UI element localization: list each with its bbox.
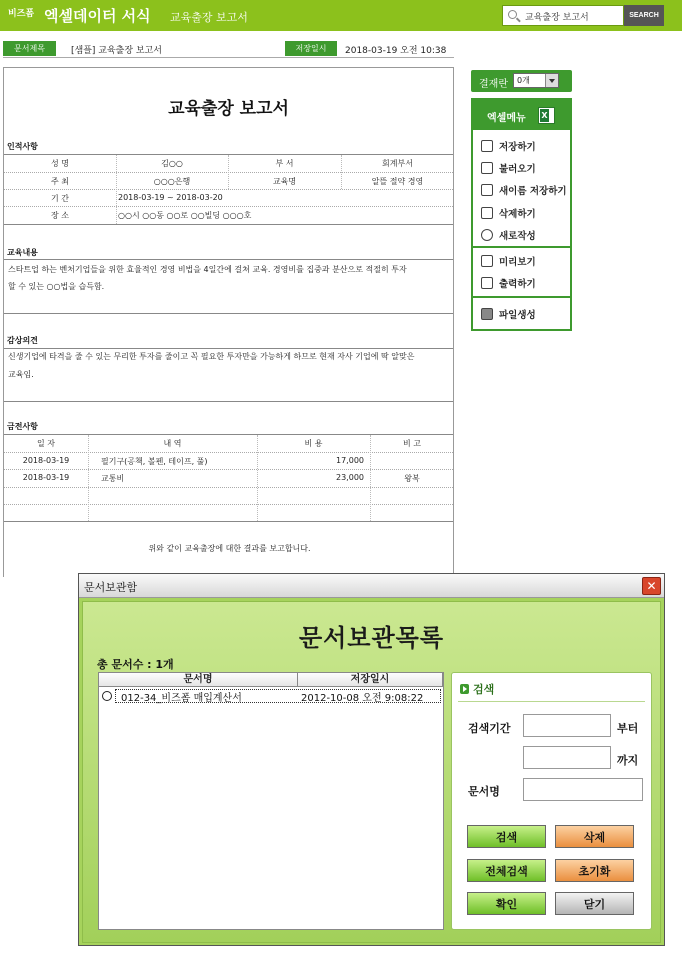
name-label: 성 명 xyxy=(51,159,69,168)
open-icon xyxy=(481,162,493,174)
menu-new[interactable] xyxy=(481,226,536,244)
top-bar xyxy=(0,0,682,31)
menu-save-label: 저장하기 xyxy=(499,142,536,153)
period-from-input[interactable] xyxy=(523,714,611,737)
row-radio[interactable] xyxy=(102,691,112,701)
dept-value: 회계부서 xyxy=(382,159,413,168)
saved-time-tag: 저장일시 xyxy=(285,41,337,56)
money-row-cost: 17,000 xyxy=(336,456,364,465)
menu-preview-label: 미리보기 xyxy=(499,257,536,268)
divider xyxy=(4,521,453,522)
menu-delete-label: 삭제하기 xyxy=(499,209,536,220)
menu-divider xyxy=(473,296,570,298)
menu-load[interactable] xyxy=(481,159,536,177)
divider xyxy=(4,206,453,207)
section-money: 금전사항 xyxy=(7,422,38,431)
course-value: 알뜰 절약 경영 xyxy=(371,177,424,186)
divider xyxy=(4,469,453,470)
arrow-right-icon xyxy=(460,684,469,694)
closing-statement: 위와 같이 교육출장에 대한 결과를 보고합니다. xyxy=(148,544,311,553)
logo[interactable]: 비즈폼 xyxy=(8,9,35,19)
money-row-desc: 필기구(공책, 볼펜, 테이프, 풀) xyxy=(101,457,208,466)
approval-count-select[interactable] xyxy=(513,73,559,88)
divider xyxy=(4,401,453,402)
search-input[interactable] xyxy=(525,9,621,23)
saved-time-value: 2018-03-19 오전 10:38 xyxy=(345,46,447,56)
dialog-title: 문서보관함 xyxy=(84,581,138,594)
host-label: 주 최 xyxy=(51,177,69,186)
excel-icon xyxy=(538,107,555,124)
content-line-1: 스타트업 하는 벤처기업들을 위한 효율적인 경영 비법을 4일간에 걸쳐 교육. 경영비를 집중과 분산으로 적절히 투자 xyxy=(8,265,407,274)
money-row-date: 2018-03-19 xyxy=(22,456,70,465)
divider xyxy=(4,452,453,453)
divider xyxy=(4,224,453,225)
search-button[interactable]: SEARCH xyxy=(624,5,664,26)
search-panel-title: 검색 xyxy=(473,683,495,696)
menu-save-as-label: 새이름 저장하기 xyxy=(499,186,567,197)
place-value: ○○시 ○○동 ○○로 ○○빌딩 ○○○호 xyxy=(118,211,252,220)
money-header-desc: 내 역 xyxy=(163,439,182,448)
excel-menu-title: 엑셀메뉴 xyxy=(487,113,526,124)
confirm-button[interactable]: 확인 xyxy=(467,892,546,915)
divider xyxy=(4,504,453,505)
money-row-cost: 23,000 xyxy=(336,473,364,482)
menu-preview[interactable] xyxy=(481,252,536,270)
delete-button[interactable]: 삭제 xyxy=(555,825,634,848)
period-to-input[interactable] xyxy=(523,746,611,769)
close-button[interactable]: 닫기 xyxy=(555,892,634,915)
period-value: 2018-03-19 ~ 2018-03-20 xyxy=(118,193,223,202)
column-header-saved[interactable]: 저장일시 xyxy=(298,673,443,687)
search-all-button[interactable]: 전체검색 xyxy=(467,859,546,882)
menu-create-file[interactable] xyxy=(481,305,536,323)
document-info-bar xyxy=(3,41,454,58)
document-title: 교육출장 보고서 xyxy=(168,99,289,119)
menu-delete[interactable] xyxy=(481,204,536,222)
money-header-note: 비 고 xyxy=(403,439,421,448)
column-header-docname[interactable]: 문서명 xyxy=(99,673,298,687)
money-header-date: 일 자 xyxy=(37,439,55,448)
dialog-heading: 문서보관목록 xyxy=(298,624,445,652)
divider xyxy=(4,259,453,260)
divider xyxy=(4,434,453,435)
approval-label: 결재란 xyxy=(479,79,508,90)
section-personnel: 인적사항 xyxy=(7,142,38,151)
divider xyxy=(458,701,645,702)
dept-label: 부 서 xyxy=(275,159,294,168)
docname-input[interactable] xyxy=(523,778,643,801)
money-row-desc: 교통비 xyxy=(101,474,125,483)
content-line-2: 할 수 있는 ○○법을 습득함. xyxy=(8,282,105,291)
document-list[interactable] xyxy=(98,672,444,930)
refresh-icon xyxy=(481,229,493,241)
app-title: 엑셀데이터 서식 xyxy=(44,7,151,25)
search-period-label: 검색기간 xyxy=(468,722,511,735)
trash-icon xyxy=(481,207,493,219)
chevron-down-icon[interactable] xyxy=(545,74,558,87)
page-subtitle: 교육출장 보고서 xyxy=(170,11,248,24)
menu-new-label: 새로작성 xyxy=(499,231,536,242)
to-suffix: 까지 xyxy=(617,754,639,767)
search-panel xyxy=(451,672,652,930)
menu-print-label: 출력하기 xyxy=(499,279,536,290)
divider xyxy=(4,189,453,190)
name-value: 김○○ xyxy=(161,159,183,168)
excel-menu-header xyxy=(473,100,570,130)
list-item[interactable] xyxy=(99,688,444,704)
row-docname: 012-34_비즈폼 매입계산서 xyxy=(121,693,242,704)
docname-label: 문서명 xyxy=(468,785,500,798)
search-panel-header xyxy=(460,681,494,697)
search-button-dialog[interactable]: 검색 xyxy=(467,825,546,848)
money-row-date: 2018-03-19 xyxy=(22,473,70,482)
divider xyxy=(4,313,453,314)
report-document xyxy=(3,67,454,577)
document-count: 총 문서수 : 1개 xyxy=(97,658,174,671)
divider xyxy=(4,487,453,488)
excel-menu xyxy=(471,98,572,331)
doc-title-tag: 문서제목 xyxy=(3,41,56,56)
row-saved: 2012-10-08 오전 9:08:22 xyxy=(301,693,424,704)
dialog-titlebar[interactable] xyxy=(79,574,664,598)
doc-title-value: [샘플] 교육출장 보고서 xyxy=(71,46,162,56)
close-icon[interactable]: ✕ xyxy=(642,577,661,595)
menu-save[interactable] xyxy=(481,137,536,155)
document-storage-dialog xyxy=(78,573,665,946)
period-label: 기 간 xyxy=(51,194,69,203)
monitor-icon xyxy=(481,255,493,267)
search-box[interactable] xyxy=(502,5,624,26)
section-opinion: 감상의견 xyxy=(7,336,38,345)
folder-icon xyxy=(481,308,493,320)
from-suffix: 부터 xyxy=(617,722,639,735)
course-label: 교육명 xyxy=(272,177,297,186)
search-icon xyxy=(508,10,517,19)
reset-button[interactable]: 초기화 xyxy=(555,859,634,882)
save-as-icon xyxy=(481,184,493,196)
dialog-body xyxy=(82,601,661,943)
opinion-line-1: 신생기업에 타격을 줄 수 있는 무리한 투자를 줄이고 꼭 필요한 투자만을 가능하게 하므로 현재 자사 기업에 딱 알맞은 xyxy=(8,352,415,361)
money-row-note: 왕복 xyxy=(404,474,420,483)
approval-count-value: 0개 xyxy=(517,76,530,85)
menu-print[interactable] xyxy=(481,274,536,292)
menu-create-file-label: 파일생성 xyxy=(499,310,536,321)
save-icon xyxy=(481,140,493,152)
approval-bar xyxy=(471,70,572,92)
opinion-line-2: 교육임. xyxy=(8,370,34,379)
section-content: 교육내용 xyxy=(7,248,38,257)
menu-load-label: 불러오기 xyxy=(499,164,536,175)
money-header-cost: 비 용 xyxy=(304,439,323,448)
menu-save-as[interactable] xyxy=(481,181,567,199)
place-label: 장 소 xyxy=(51,211,69,220)
menu-divider xyxy=(473,246,570,248)
print-icon xyxy=(481,277,493,289)
host-value: ○○○은행 xyxy=(153,177,191,186)
